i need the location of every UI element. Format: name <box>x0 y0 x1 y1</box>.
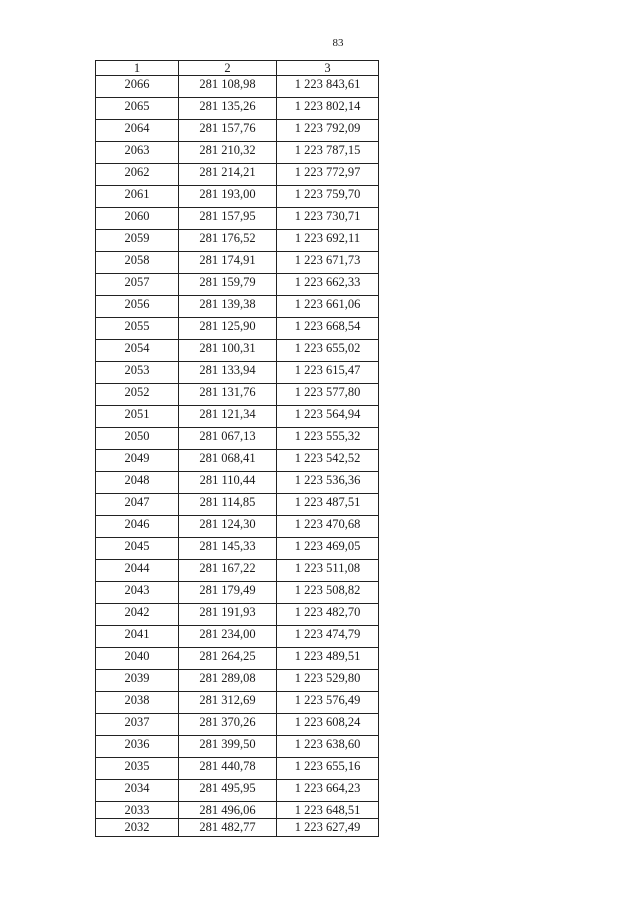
point-number-cell: 2058 <box>96 252 179 274</box>
table-row <box>96 582 379 604</box>
y-coordinate-cell: 1 223 615,47 <box>277 362 379 384</box>
point-number-cell: 2044 <box>96 560 179 582</box>
x-coordinate-cell: 281 399,50 <box>179 736 277 758</box>
table-row <box>96 670 379 692</box>
y-coordinate-cell: 1 223 662,33 <box>277 274 379 296</box>
x-coordinate-cell: 281 121,34 <box>179 406 277 428</box>
y-coordinate-cell: 1 223 576,49 <box>277 692 379 714</box>
point-number-cell: 2057 <box>96 274 179 296</box>
point-number-cell: 2042 <box>96 604 179 626</box>
column-header: 2 <box>179 61 277 76</box>
table-row <box>96 252 379 274</box>
table-row <box>96 186 379 208</box>
table-row <box>96 494 379 516</box>
x-coordinate-cell: 281 114,85 <box>179 494 277 516</box>
y-coordinate-cell: 1 223 529,80 <box>277 670 379 692</box>
x-coordinate-cell: 281 210,32 <box>179 142 277 164</box>
x-coordinate-cell: 281 135,26 <box>179 98 277 120</box>
x-coordinate-cell: 281 068,41 <box>179 450 277 472</box>
point-number-cell: 2056 <box>96 296 179 318</box>
x-coordinate-cell: 281 067,13 <box>179 428 277 450</box>
point-number-cell: 2033 <box>96 802 179 819</box>
point-number-cell: 2053 <box>96 362 179 384</box>
x-coordinate-cell: 281 145,33 <box>179 538 277 560</box>
x-coordinate-cell: 281 440,78 <box>179 758 277 780</box>
table-row <box>96 648 379 670</box>
table-row <box>96 560 379 582</box>
x-coordinate-cell: 281 370,26 <box>179 714 277 736</box>
point-number-cell: 2054 <box>96 340 179 362</box>
x-coordinate-cell: 281 167,22 <box>179 560 277 582</box>
table-row <box>96 406 379 428</box>
table-row <box>96 692 379 714</box>
table-row <box>96 538 379 560</box>
table-row <box>96 296 379 318</box>
y-coordinate-cell: 1 223 555,32 <box>277 428 379 450</box>
y-coordinate-cell: 1 223 661,06 <box>277 296 379 318</box>
table-row <box>96 626 379 648</box>
y-coordinate-cell: 1 223 508,82 <box>277 582 379 604</box>
point-number-cell: 2051 <box>96 406 179 428</box>
y-coordinate-cell: 1 223 772,97 <box>277 164 379 186</box>
y-coordinate-cell: 1 223 787,15 <box>277 142 379 164</box>
table-row <box>96 230 379 252</box>
x-coordinate-cell: 281 133,94 <box>179 362 277 384</box>
table-row <box>96 340 379 362</box>
table-row <box>96 274 379 296</box>
point-number-cell: 2059 <box>96 230 179 252</box>
column-header: 3 <box>277 61 379 76</box>
x-coordinate-cell: 281 234,00 <box>179 626 277 648</box>
y-coordinate-cell: 1 223 474,79 <box>277 626 379 648</box>
point-number-cell: 2049 <box>96 450 179 472</box>
point-number-cell: 2038 <box>96 692 179 714</box>
y-coordinate-cell: 1 223 564,94 <box>277 406 379 428</box>
table-body <box>96 76 379 837</box>
table-row <box>96 736 379 758</box>
x-coordinate-cell: 281 157,76 <box>179 120 277 142</box>
table-row <box>96 164 379 186</box>
y-coordinate-cell: 1 223 469,05 <box>277 538 379 560</box>
x-coordinate-cell: 281 289,08 <box>179 670 277 692</box>
point-number-cell: 2043 <box>96 582 179 604</box>
y-coordinate-cell: 1 223 655,02 <box>277 340 379 362</box>
point-number-cell: 2036 <box>96 736 179 758</box>
table-row <box>96 604 379 626</box>
coordinates-table <box>95 60 379 837</box>
x-coordinate-cell: 281 193,00 <box>179 186 277 208</box>
x-coordinate-cell: 281 179,49 <box>179 582 277 604</box>
x-coordinate-cell: 281 174,91 <box>179 252 277 274</box>
y-coordinate-cell: 1 223 470,68 <box>277 516 379 538</box>
x-coordinate-cell: 281 496,06 <box>179 802 277 819</box>
table-row <box>96 819 379 837</box>
point-number-cell: 2065 <box>96 98 179 120</box>
y-coordinate-cell: 1 223 664,23 <box>277 780 379 802</box>
x-coordinate-cell: 281 176,52 <box>179 230 277 252</box>
point-number-cell: 2039 <box>96 670 179 692</box>
y-coordinate-cell: 1 223 577,80 <box>277 384 379 406</box>
table-row <box>96 780 379 802</box>
table-row <box>96 516 379 538</box>
x-coordinate-cell: 281 482,77 <box>179 819 277 837</box>
point-number-cell: 2048 <box>96 472 179 494</box>
point-number-cell: 2046 <box>96 516 179 538</box>
x-coordinate-cell: 281 214,21 <box>179 164 277 186</box>
table-row <box>96 450 379 472</box>
point-number-cell: 2064 <box>96 120 179 142</box>
point-number-cell: 2062 <box>96 164 179 186</box>
y-coordinate-cell: 1 223 511,08 <box>277 560 379 582</box>
table-row <box>96 384 379 406</box>
point-number-cell: 2040 <box>96 648 179 670</box>
point-number-cell: 2032 <box>96 819 179 837</box>
x-coordinate-cell: 281 110,44 <box>179 472 277 494</box>
y-coordinate-cell: 1 223 792,09 <box>277 120 379 142</box>
x-coordinate-cell: 281 125,90 <box>179 318 277 340</box>
y-coordinate-cell: 1 223 638,60 <box>277 736 379 758</box>
table-row <box>96 472 379 494</box>
x-coordinate-cell: 281 191,93 <box>179 604 277 626</box>
table-row <box>96 98 379 120</box>
y-coordinate-cell: 1 223 802,14 <box>277 98 379 120</box>
point-number-cell: 2035 <box>96 758 179 780</box>
point-number-cell: 2034 <box>96 780 179 802</box>
x-coordinate-cell: 281 159,79 <box>179 274 277 296</box>
y-coordinate-cell: 1 223 730,71 <box>277 208 379 230</box>
point-number-cell: 2050 <box>96 428 179 450</box>
table-row <box>96 142 379 164</box>
y-coordinate-cell: 1 223 668,54 <box>277 318 379 340</box>
point-number-cell: 2066 <box>96 76 179 98</box>
y-coordinate-cell: 1 223 671,73 <box>277 252 379 274</box>
table-row <box>96 362 379 384</box>
x-coordinate-cell: 281 264,25 <box>179 648 277 670</box>
x-coordinate-cell: 281 124,30 <box>179 516 277 538</box>
y-coordinate-cell: 1 223 843,61 <box>277 76 379 98</box>
table-row <box>96 714 379 736</box>
y-coordinate-cell: 1 223 536,36 <box>277 472 379 494</box>
x-coordinate-cell: 281 131,76 <box>179 384 277 406</box>
table-header-row <box>96 61 379 76</box>
y-coordinate-cell: 1 223 489,51 <box>277 648 379 670</box>
x-coordinate-cell: 281 139,38 <box>179 296 277 318</box>
y-coordinate-cell: 1 223 542,52 <box>277 450 379 472</box>
table-row <box>96 318 379 340</box>
y-coordinate-cell: 1 223 759,70 <box>277 186 379 208</box>
x-coordinate-cell: 281 495,95 <box>179 780 277 802</box>
point-number-cell: 2055 <box>96 318 179 340</box>
y-coordinate-cell: 1 223 648,51 <box>277 802 379 819</box>
x-coordinate-cell: 281 100,31 <box>179 340 277 362</box>
y-coordinate-cell: 1 223 608,24 <box>277 714 379 736</box>
column-header: 1 <box>96 61 179 76</box>
x-coordinate-cell: 281 157,95 <box>179 208 277 230</box>
point-number-cell: 2061 <box>96 186 179 208</box>
point-number-cell: 2047 <box>96 494 179 516</box>
point-number-cell: 2045 <box>96 538 179 560</box>
table-row <box>96 428 379 450</box>
y-coordinate-cell: 1 223 487,51 <box>277 494 379 516</box>
x-coordinate-cell: 281 312,69 <box>179 692 277 714</box>
page-number: 83 <box>332 37 344 49</box>
table-row <box>96 758 379 780</box>
point-number-cell: 2037 <box>96 714 179 736</box>
table-row <box>96 76 379 98</box>
y-coordinate-cell: 1 223 627,49 <box>277 819 379 837</box>
point-number-cell: 2041 <box>96 626 179 648</box>
y-coordinate-cell: 1 223 692,11 <box>277 230 379 252</box>
x-coordinate-cell: 281 108,98 <box>179 76 277 98</box>
y-coordinate-cell: 1 223 655,16 <box>277 758 379 780</box>
table-row <box>96 802 379 819</box>
table-row <box>96 208 379 230</box>
table-row <box>96 120 379 142</box>
point-number-cell: 2060 <box>96 208 179 230</box>
point-number-cell: 2052 <box>96 384 179 406</box>
y-coordinate-cell: 1 223 482,70 <box>277 604 379 626</box>
point-number-cell: 2063 <box>96 142 179 164</box>
